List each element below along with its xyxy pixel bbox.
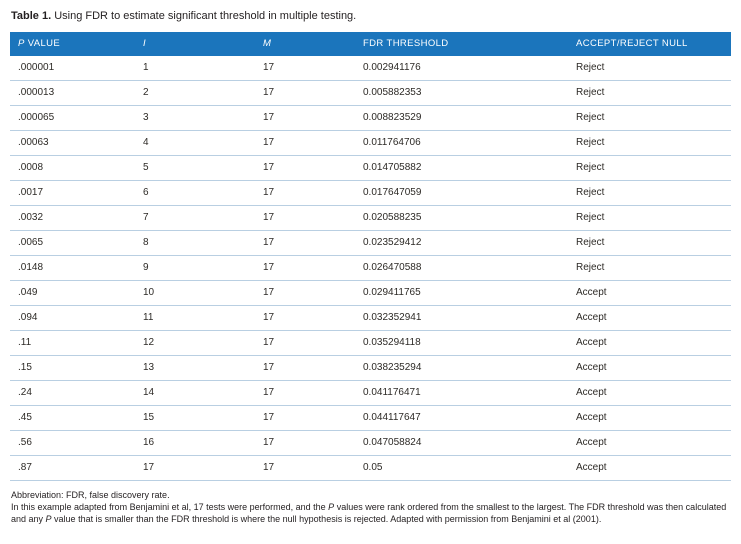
cell-accept-reject-null: Accept [568, 456, 731, 481]
cell-p-value: .049 [10, 281, 135, 306]
cell-m: 17 [255, 231, 355, 256]
cell-fdr-threshold: 0.026470588 [355, 256, 568, 281]
cell-m: 17 [255, 281, 355, 306]
cell-p-value: .0017 [10, 181, 135, 206]
footnote-description: In this example adapted from Benjamini et al, 17 tests were performed, and the P values were rank ordered from the smallest to the largest. The FDR threshold was then calculated and any P value that is smaller than the FDR threshold is where the null hypothesis is rejected. Adapted with permission from Benjamini et al (2001). [11, 502, 727, 524]
cell-p-value: .094 [10, 306, 135, 331]
cell-p-value: .000013 [10, 81, 135, 106]
cell-accept-reject-null: Accept [568, 331, 731, 356]
cell-i: 7 [135, 206, 255, 231]
cell-accept-reject-null: Reject [568, 256, 731, 281]
cell-m: 17 [255, 256, 355, 281]
cell-p-value: .0065 [10, 231, 135, 256]
cell-i: 14 [135, 381, 255, 406]
cell-fdr-threshold: 0.038235294 [355, 356, 568, 381]
cell-p-value: .0032 [10, 206, 135, 231]
cell-accept-reject-null: Reject [568, 81, 731, 106]
table-row [10, 56, 731, 81]
cell-fdr-threshold: 0.017647059 [355, 181, 568, 206]
cell-accept-reject-null: Accept [568, 281, 731, 306]
table-row [10, 81, 731, 106]
table-row [10, 181, 731, 206]
column-header-i: I [135, 32, 255, 56]
table-row [10, 106, 731, 131]
table-caption [11, 9, 731, 23]
cell-fdr-threshold: 0.014705882 [355, 156, 568, 181]
cell-accept-reject-null: Reject [568, 131, 731, 156]
cell-i: 2 [135, 81, 255, 106]
cell-p-value: .0148 [10, 256, 135, 281]
cell-i: 8 [135, 231, 255, 256]
cell-p-value: .000065 [10, 106, 135, 131]
cell-fdr-threshold: 0.044117647 [355, 406, 568, 431]
table-row [10, 456, 731, 481]
cell-p-value: .000001 [10, 56, 135, 81]
cell-accept-reject-null: Reject [568, 206, 731, 231]
cell-m: 17 [255, 106, 355, 131]
cell-m: 17 [255, 206, 355, 231]
cell-p-value: .15 [10, 356, 135, 381]
cell-m: 17 [255, 431, 355, 456]
cell-m: 17 [255, 181, 355, 206]
cell-fdr-threshold: 0.020588235 [355, 206, 568, 231]
cell-accept-reject-null: Reject [568, 181, 731, 206]
cell-m: 17 [255, 56, 355, 81]
cell-fdr-threshold: 0.005882353 [355, 81, 568, 106]
cell-accept-reject-null: Accept [568, 381, 731, 406]
cell-i: 16 [135, 431, 255, 456]
cell-fdr-threshold: 0.011764706 [355, 131, 568, 156]
footnote-abbreviation: Abbreviation: FDR, false discovery rate. [11, 490, 170, 500]
table-row [10, 331, 731, 356]
table-row [10, 131, 731, 156]
cell-p-value: .45 [10, 406, 135, 431]
cell-i: 3 [135, 106, 255, 131]
cell-fdr-threshold: 0.041176471 [355, 381, 568, 406]
column-header-p-value: P VALUE [10, 32, 135, 56]
cell-accept-reject-null: Reject [568, 231, 731, 256]
table-row [10, 406, 731, 431]
cell-p-value: .11 [10, 331, 135, 356]
table-row [10, 306, 731, 331]
cell-m: 17 [255, 356, 355, 381]
table-caption-text: Using FDR to estimate significant threshold in multiple testing. [51, 10, 357, 22]
cell-p-value: .24 [10, 381, 135, 406]
cell-fdr-threshold: 0.035294118 [355, 331, 568, 356]
table-row [10, 381, 731, 406]
table-header [10, 32, 731, 56]
cell-fdr-threshold: 0.047058824 [355, 431, 568, 456]
cell-i: 4 [135, 131, 255, 156]
cell-accept-reject-null: Accept [568, 406, 731, 431]
table-caption-label: Table 1. [11, 10, 52, 22]
cell-fdr-threshold: 0.002941176 [355, 56, 568, 81]
cell-accept-reject-null: Accept [568, 306, 731, 331]
cell-i: 13 [135, 356, 255, 381]
cell-p-value: .87 [10, 456, 135, 481]
cell-fdr-threshold: 0.023529412 [355, 231, 568, 256]
cell-accept-reject-null: Accept [568, 431, 731, 456]
fdr-table [10, 32, 731, 481]
cell-m: 17 [255, 381, 355, 406]
cell-m: 17 [255, 156, 355, 181]
cell-accept-reject-null: Reject [568, 106, 731, 131]
cell-fdr-threshold: 0.032352941 [355, 306, 568, 331]
column-header-m: M [255, 32, 355, 56]
table-footnotes [11, 489, 731, 525]
cell-accept-reject-null: Reject [568, 56, 731, 81]
cell-m: 17 [255, 81, 355, 106]
column-header-accept-reject-null: ACCEPT/REJECT NULL [568, 32, 731, 56]
cell-fdr-threshold: 0.05 [355, 456, 568, 481]
cell-m: 17 [255, 131, 355, 156]
cell-i: 17 [135, 456, 255, 481]
column-header-fdr-threshold: FDR THRESHOLD [355, 32, 568, 56]
table-row [10, 431, 731, 456]
cell-p-value: .56 [10, 431, 135, 456]
cell-i: 6 [135, 181, 255, 206]
cell-i: 5 [135, 156, 255, 181]
cell-i: 12 [135, 331, 255, 356]
cell-i: 11 [135, 306, 255, 331]
table-row [10, 231, 731, 256]
table-row [10, 156, 731, 181]
cell-p-value: .0008 [10, 156, 135, 181]
table-row [10, 281, 731, 306]
table-row [10, 256, 731, 281]
cell-accept-reject-null: Reject [568, 156, 731, 181]
cell-m: 17 [255, 406, 355, 431]
cell-m: 17 [255, 456, 355, 481]
table-row [10, 206, 731, 231]
table-body [10, 56, 731, 481]
cell-p-value: .00063 [10, 131, 135, 156]
table-header-row [10, 32, 731, 56]
cell-i: 15 [135, 406, 255, 431]
cell-fdr-threshold: 0.029411765 [355, 281, 568, 306]
cell-i: 10 [135, 281, 255, 306]
cell-m: 17 [255, 306, 355, 331]
cell-accept-reject-null: Accept [568, 356, 731, 381]
table-row [10, 356, 731, 381]
cell-i: 9 [135, 256, 255, 281]
cell-fdr-threshold: 0.008823529 [355, 106, 568, 131]
cell-m: 17 [255, 331, 355, 356]
cell-i: 1 [135, 56, 255, 81]
